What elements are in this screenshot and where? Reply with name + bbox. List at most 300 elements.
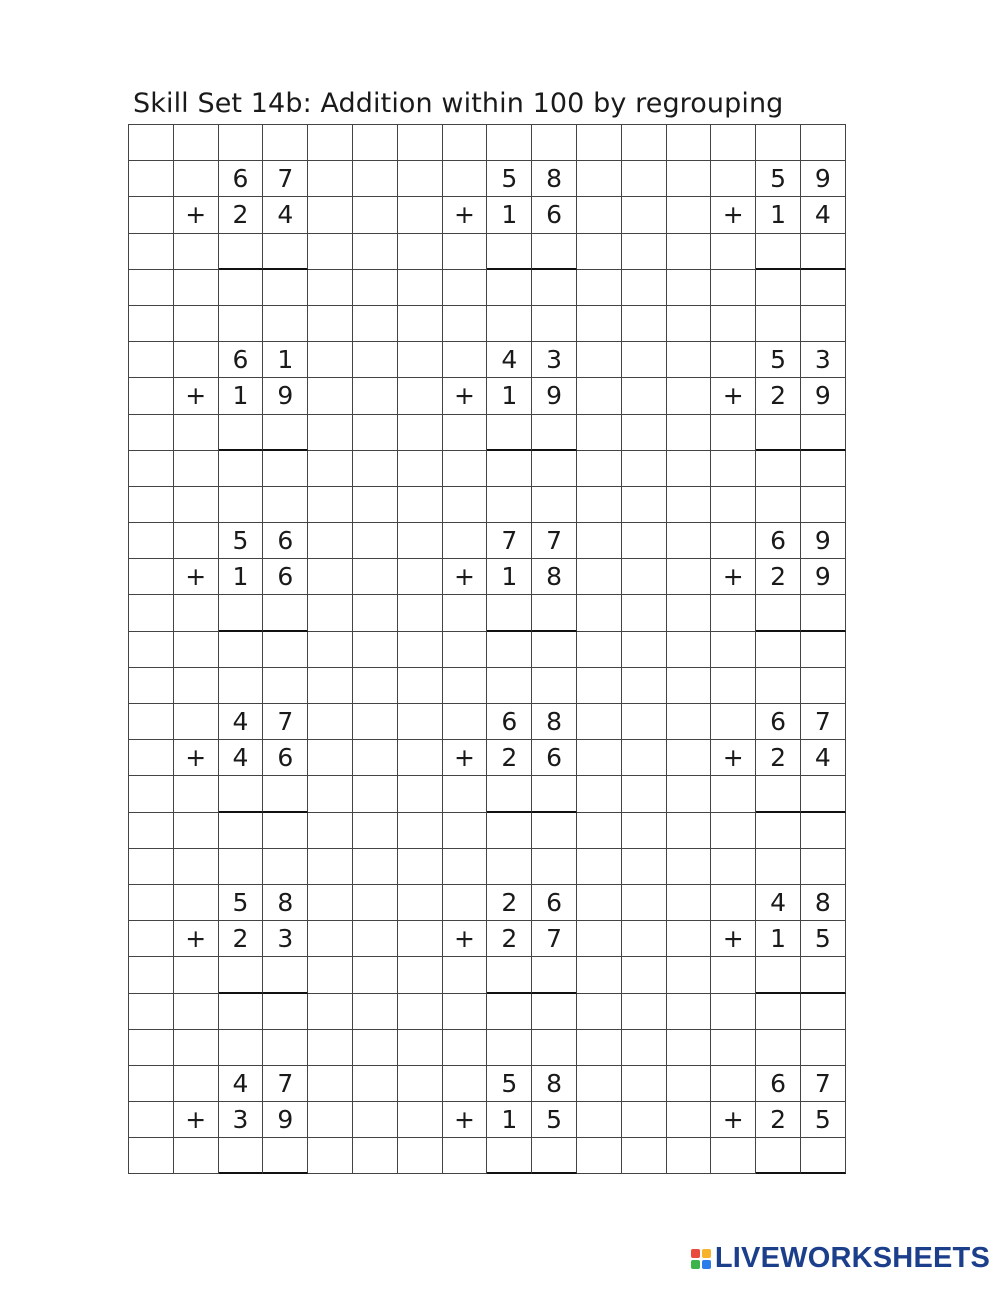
plus-sign: + [174,197,219,233]
top-ones-digit: 8 [801,885,846,921]
grid-cell [487,487,532,523]
top-ones-digit: 8 [532,704,577,740]
grid-cell [756,451,801,487]
grid-cell [308,740,353,776]
grid-cell [129,378,174,414]
grid-cell [308,849,353,885]
grid-cell [129,1138,174,1174]
grid-cell [577,921,622,957]
grid-cell [353,306,398,342]
grid-cell [308,197,353,233]
answer-cell[interactable] [263,595,308,631]
bottom-ones-digit: 9 [263,1102,308,1138]
grid-cell [129,1102,174,1138]
grid-cell [353,270,398,306]
grid-cell [577,813,622,849]
grid-cell [398,125,443,161]
grid-cell [577,559,622,595]
grid-cell [353,125,398,161]
answer-cell[interactable] [487,957,532,993]
grid-cell [577,270,622,306]
grid-cell [487,125,532,161]
grid-cell [308,378,353,414]
grid-cell [532,632,577,668]
grid-cell [129,1066,174,1102]
grid-cell [398,849,443,885]
grid-cell [667,595,712,631]
grid-cell [219,270,264,306]
grid-cell [622,487,667,523]
grid-cell [398,306,443,342]
grid-cell [219,306,264,342]
grid-cell [711,1030,756,1066]
grid-cell [487,306,532,342]
grid-cell [443,813,488,849]
bottom-ones-digit: 8 [532,559,577,595]
grid-cell [443,306,488,342]
answer-cell[interactable] [801,595,846,631]
grid-cell [487,632,532,668]
bottom-ones-digit: 5 [801,1102,846,1138]
top-tens-digit: 5 [756,342,801,378]
plus-sign: + [443,921,488,957]
grid-cell [443,1030,488,1066]
grid-cell [353,523,398,559]
answer-cell[interactable] [263,957,308,993]
answer-cell[interactable] [219,776,264,812]
grid-cell [174,451,219,487]
grid-cell [667,378,712,414]
grid-cell [263,632,308,668]
grid-cell [353,197,398,233]
grid-cell [667,1066,712,1102]
grid-cell [577,849,622,885]
grid-cell [129,161,174,197]
grid-cell [308,921,353,957]
grid-cell [667,994,712,1030]
grid-cell [129,849,174,885]
plus-sign: + [711,197,756,233]
grid-cell [487,849,532,885]
grid-cell [353,849,398,885]
grid-cell [577,234,622,270]
grid-cell [622,342,667,378]
top-tens-digit: 5 [219,885,264,921]
grid-cell [129,813,174,849]
grid-cell [398,234,443,270]
grid-cell [487,668,532,704]
answer-cell[interactable] [219,595,264,631]
grid-cell [398,415,443,451]
grid-cell [398,632,443,668]
grid-cell [443,487,488,523]
grid-cell [443,849,488,885]
grid-cell [577,1102,622,1138]
grid-cell [353,704,398,740]
bottom-tens-digit: 1 [487,1102,532,1138]
grid-cell [398,451,443,487]
grid-cell [174,813,219,849]
grid-cell [308,306,353,342]
grid-cell [398,668,443,704]
grid-cell [129,994,174,1030]
grid-cell [622,523,667,559]
bottom-tens-digit: 2 [219,921,264,957]
answer-cell[interactable] [756,234,801,270]
grid-cell [308,234,353,270]
grid-cell [801,1030,846,1066]
top-ones-digit: 8 [263,885,308,921]
top-ones-digit: 6 [263,523,308,559]
answer-cell[interactable] [487,1138,532,1174]
top-tens-digit: 4 [756,885,801,921]
grid-cell [711,342,756,378]
grid-cell [174,1138,219,1174]
grid-cell [219,125,264,161]
plus-sign: + [711,1102,756,1138]
grid-cell [711,234,756,270]
grid-cell [667,849,712,885]
grid-cell [711,451,756,487]
grid-cell [756,813,801,849]
bottom-tens-digit: 2 [219,197,264,233]
grid-cell [129,197,174,233]
grid-cell [667,740,712,776]
top-ones-digit: 7 [263,704,308,740]
bottom-tens-digit: 2 [487,740,532,776]
answer-cell[interactable] [801,1138,846,1174]
grid-cell [353,559,398,595]
logo-square [691,1260,700,1269]
bottom-ones-digit: 3 [263,921,308,957]
plus-sign: + [174,1102,219,1138]
bottom-tens-digit: 4 [219,740,264,776]
top-tens-digit: 5 [756,161,801,197]
answer-cell[interactable] [801,234,846,270]
top-ones-digit: 9 [801,161,846,197]
grid-cell [353,1030,398,1066]
grid-cell [667,957,712,993]
grid-cell [756,270,801,306]
grid-cell [174,776,219,812]
grid-cell [622,1030,667,1066]
grid-cell [398,921,443,957]
grid-cell [308,994,353,1030]
grid-cell [443,342,488,378]
grid-cell [577,957,622,993]
grid-cell [577,1138,622,1174]
answer-cell[interactable] [219,415,264,451]
bottom-ones-digit: 4 [801,197,846,233]
answer-cell[interactable] [263,415,308,451]
top-tens-digit: 6 [756,1066,801,1102]
answer-cell[interactable] [263,234,308,270]
plus-sign: + [443,378,488,414]
top-ones-digit: 7 [801,1066,846,1102]
grid-cell [711,595,756,631]
bottom-ones-digit: 9 [532,378,577,414]
grid-cell [487,813,532,849]
grid-cell [577,704,622,740]
answer-cell[interactable] [532,1138,577,1174]
grid-cell [308,125,353,161]
grid-cell [308,813,353,849]
answer-cell[interactable] [487,415,532,451]
grid-cell [532,487,577,523]
bottom-tens-digit: 1 [487,378,532,414]
grid-cell [308,161,353,197]
grid-cell [711,270,756,306]
answer-cell[interactable] [487,595,532,631]
bottom-tens-digit: 1 [756,921,801,957]
plus-sign: + [711,559,756,595]
grid-cell [577,994,622,1030]
grid-cell [801,668,846,704]
grid-cell [577,378,622,414]
top-tens-digit: 2 [487,885,532,921]
grid-cell [577,197,622,233]
grid-cell [174,1030,219,1066]
grid-cell [129,921,174,957]
top-tens-digit: 4 [487,342,532,378]
grid-cell [711,704,756,740]
top-tens-digit: 6 [756,523,801,559]
grid-cell [398,523,443,559]
grid-cell [711,487,756,523]
grid-cell [711,813,756,849]
grid-cell [353,451,398,487]
answer-cell[interactable] [532,234,577,270]
grid-cell [398,595,443,631]
grid-cell [308,1102,353,1138]
bottom-tens-digit: 2 [756,740,801,776]
grid-cell [443,1138,488,1174]
answer-cell[interactable] [756,595,801,631]
answer-cell[interactable] [263,1138,308,1174]
grid-cell [353,885,398,921]
answer-cell[interactable] [532,415,577,451]
grid-cell [577,740,622,776]
answer-cell[interactable] [756,1138,801,1174]
grid-cell [219,813,264,849]
grid-cell [711,994,756,1030]
grid-cell [577,451,622,487]
grid-cell [353,776,398,812]
grid-cell [711,668,756,704]
grid-cell [756,849,801,885]
grid-cell [487,994,532,1030]
grid-cell [398,1138,443,1174]
bottom-ones-digit: 9 [263,378,308,414]
grid-cell [443,885,488,921]
grid-cell [398,704,443,740]
top-tens-digit: 7 [487,523,532,559]
answer-cell[interactable] [756,776,801,812]
grid-cell [622,415,667,451]
grid-cell [308,523,353,559]
grid-cell [622,234,667,270]
grid-cell [667,342,712,378]
answer-cell[interactable] [219,957,264,993]
answer-cell[interactable] [801,776,846,812]
answer-cell[interactable] [532,776,577,812]
grid-cell [443,415,488,451]
grid-cell [353,342,398,378]
grid-cell [129,559,174,595]
bottom-ones-digit: 9 [801,559,846,595]
grid-cell [443,957,488,993]
grid-cell [353,1066,398,1102]
grid-cell [622,161,667,197]
logo-square [702,1249,711,1258]
bottom-ones-digit: 5 [532,1102,577,1138]
grid-cell [667,125,712,161]
grid-cell [398,1030,443,1066]
grid-cell [711,1066,756,1102]
grid-cell [667,523,712,559]
bottom-ones-digit: 4 [801,740,846,776]
plus-sign: + [443,197,488,233]
grid-cell [219,632,264,668]
grid-cell [398,994,443,1030]
bottom-ones-digit: 9 [801,378,846,414]
grid-cell [577,342,622,378]
grid-cell [129,885,174,921]
grid-cell [443,523,488,559]
grid-cell [667,270,712,306]
grid-cell [129,776,174,812]
top-ones-digit: 3 [801,342,846,378]
grid-cell [711,523,756,559]
grid-cell [129,306,174,342]
grid-cell [577,1066,622,1102]
answer-cell[interactable] [801,957,846,993]
grid-cell [711,306,756,342]
grid-cell [756,668,801,704]
answer-cell[interactable] [756,415,801,451]
grid-cell [353,378,398,414]
grid-cell [622,1066,667,1102]
grid-cell [308,776,353,812]
grid-cell [398,957,443,993]
grid-cell [263,668,308,704]
bottom-tens-digit: 1 [756,197,801,233]
grid-cell [801,125,846,161]
answer-cell[interactable] [756,957,801,993]
grid-cell [711,957,756,993]
grid-cell [443,776,488,812]
grid-cell [129,523,174,559]
logo-squares-icon [691,1249,711,1269]
answer-cell[interactable] [487,776,532,812]
bottom-tens-digit: 2 [487,921,532,957]
grid-cell [263,270,308,306]
grid-cell [801,849,846,885]
liveworksheets-logo [691,1242,990,1275]
grid-cell [487,270,532,306]
grid-cell [129,487,174,523]
grid-cell [577,632,622,668]
grid-cell [622,197,667,233]
grid-cell [577,1030,622,1066]
grid-cell [622,704,667,740]
grid-cell [398,197,443,233]
grid-cell [532,306,577,342]
grid-cell [174,487,219,523]
answer-cell[interactable] [487,234,532,270]
grid-cell [308,451,353,487]
grid-cell [622,595,667,631]
bottom-ones-digit: 6 [263,559,308,595]
answer-cell[interactable] [801,415,846,451]
grid-cell [129,957,174,993]
top-ones-digit: 3 [532,342,577,378]
top-tens-digit: 5 [487,161,532,197]
grid-cell [174,161,219,197]
grid-cell [577,595,622,631]
bottom-tens-digit: 3 [219,1102,264,1138]
grid-cell [532,849,577,885]
grid-cell [532,451,577,487]
grid-cell [353,813,398,849]
grid-cell [398,1066,443,1102]
answer-grid [128,124,846,1174]
answer-cell[interactable] [219,1138,264,1174]
grid-cell [622,668,667,704]
grid-cell [263,994,308,1030]
grid-cell [801,270,846,306]
top-ones-digit: 1 [263,342,308,378]
grid-cell [353,415,398,451]
bottom-ones-digit: 5 [801,921,846,957]
grid-cell [174,415,219,451]
grid-cell [353,921,398,957]
grid-cell [667,921,712,957]
grid-cell [129,342,174,378]
grid-cell [443,704,488,740]
grid-cell [756,306,801,342]
plus-sign: + [443,559,488,595]
grid-cell [263,487,308,523]
answer-cell[interactable] [532,957,577,993]
grid-cell [711,415,756,451]
grid-cell [622,1102,667,1138]
grid-cell [532,125,577,161]
answer-cell[interactable] [263,776,308,812]
grid-cell [219,451,264,487]
plus-sign: + [443,1102,488,1138]
grid-cell [532,1030,577,1066]
grid-cell [174,306,219,342]
grid-cell [443,1066,488,1102]
grid-cell [129,668,174,704]
answer-cell[interactable] [219,234,264,270]
grid-cell [398,813,443,849]
grid-cell [756,487,801,523]
worksheet-title: Skill Set 14b: Addition within 100 by regrouping [133,88,784,119]
grid-cell [577,885,622,921]
answer-cell[interactable] [532,595,577,631]
grid-cell [443,125,488,161]
grid-cell [308,595,353,631]
grid-cell [577,125,622,161]
grid-cell [622,378,667,414]
grid-cell [443,270,488,306]
grid-cell [353,994,398,1030]
grid-cell [353,1138,398,1174]
grid-cell [532,813,577,849]
grid-cell [622,451,667,487]
